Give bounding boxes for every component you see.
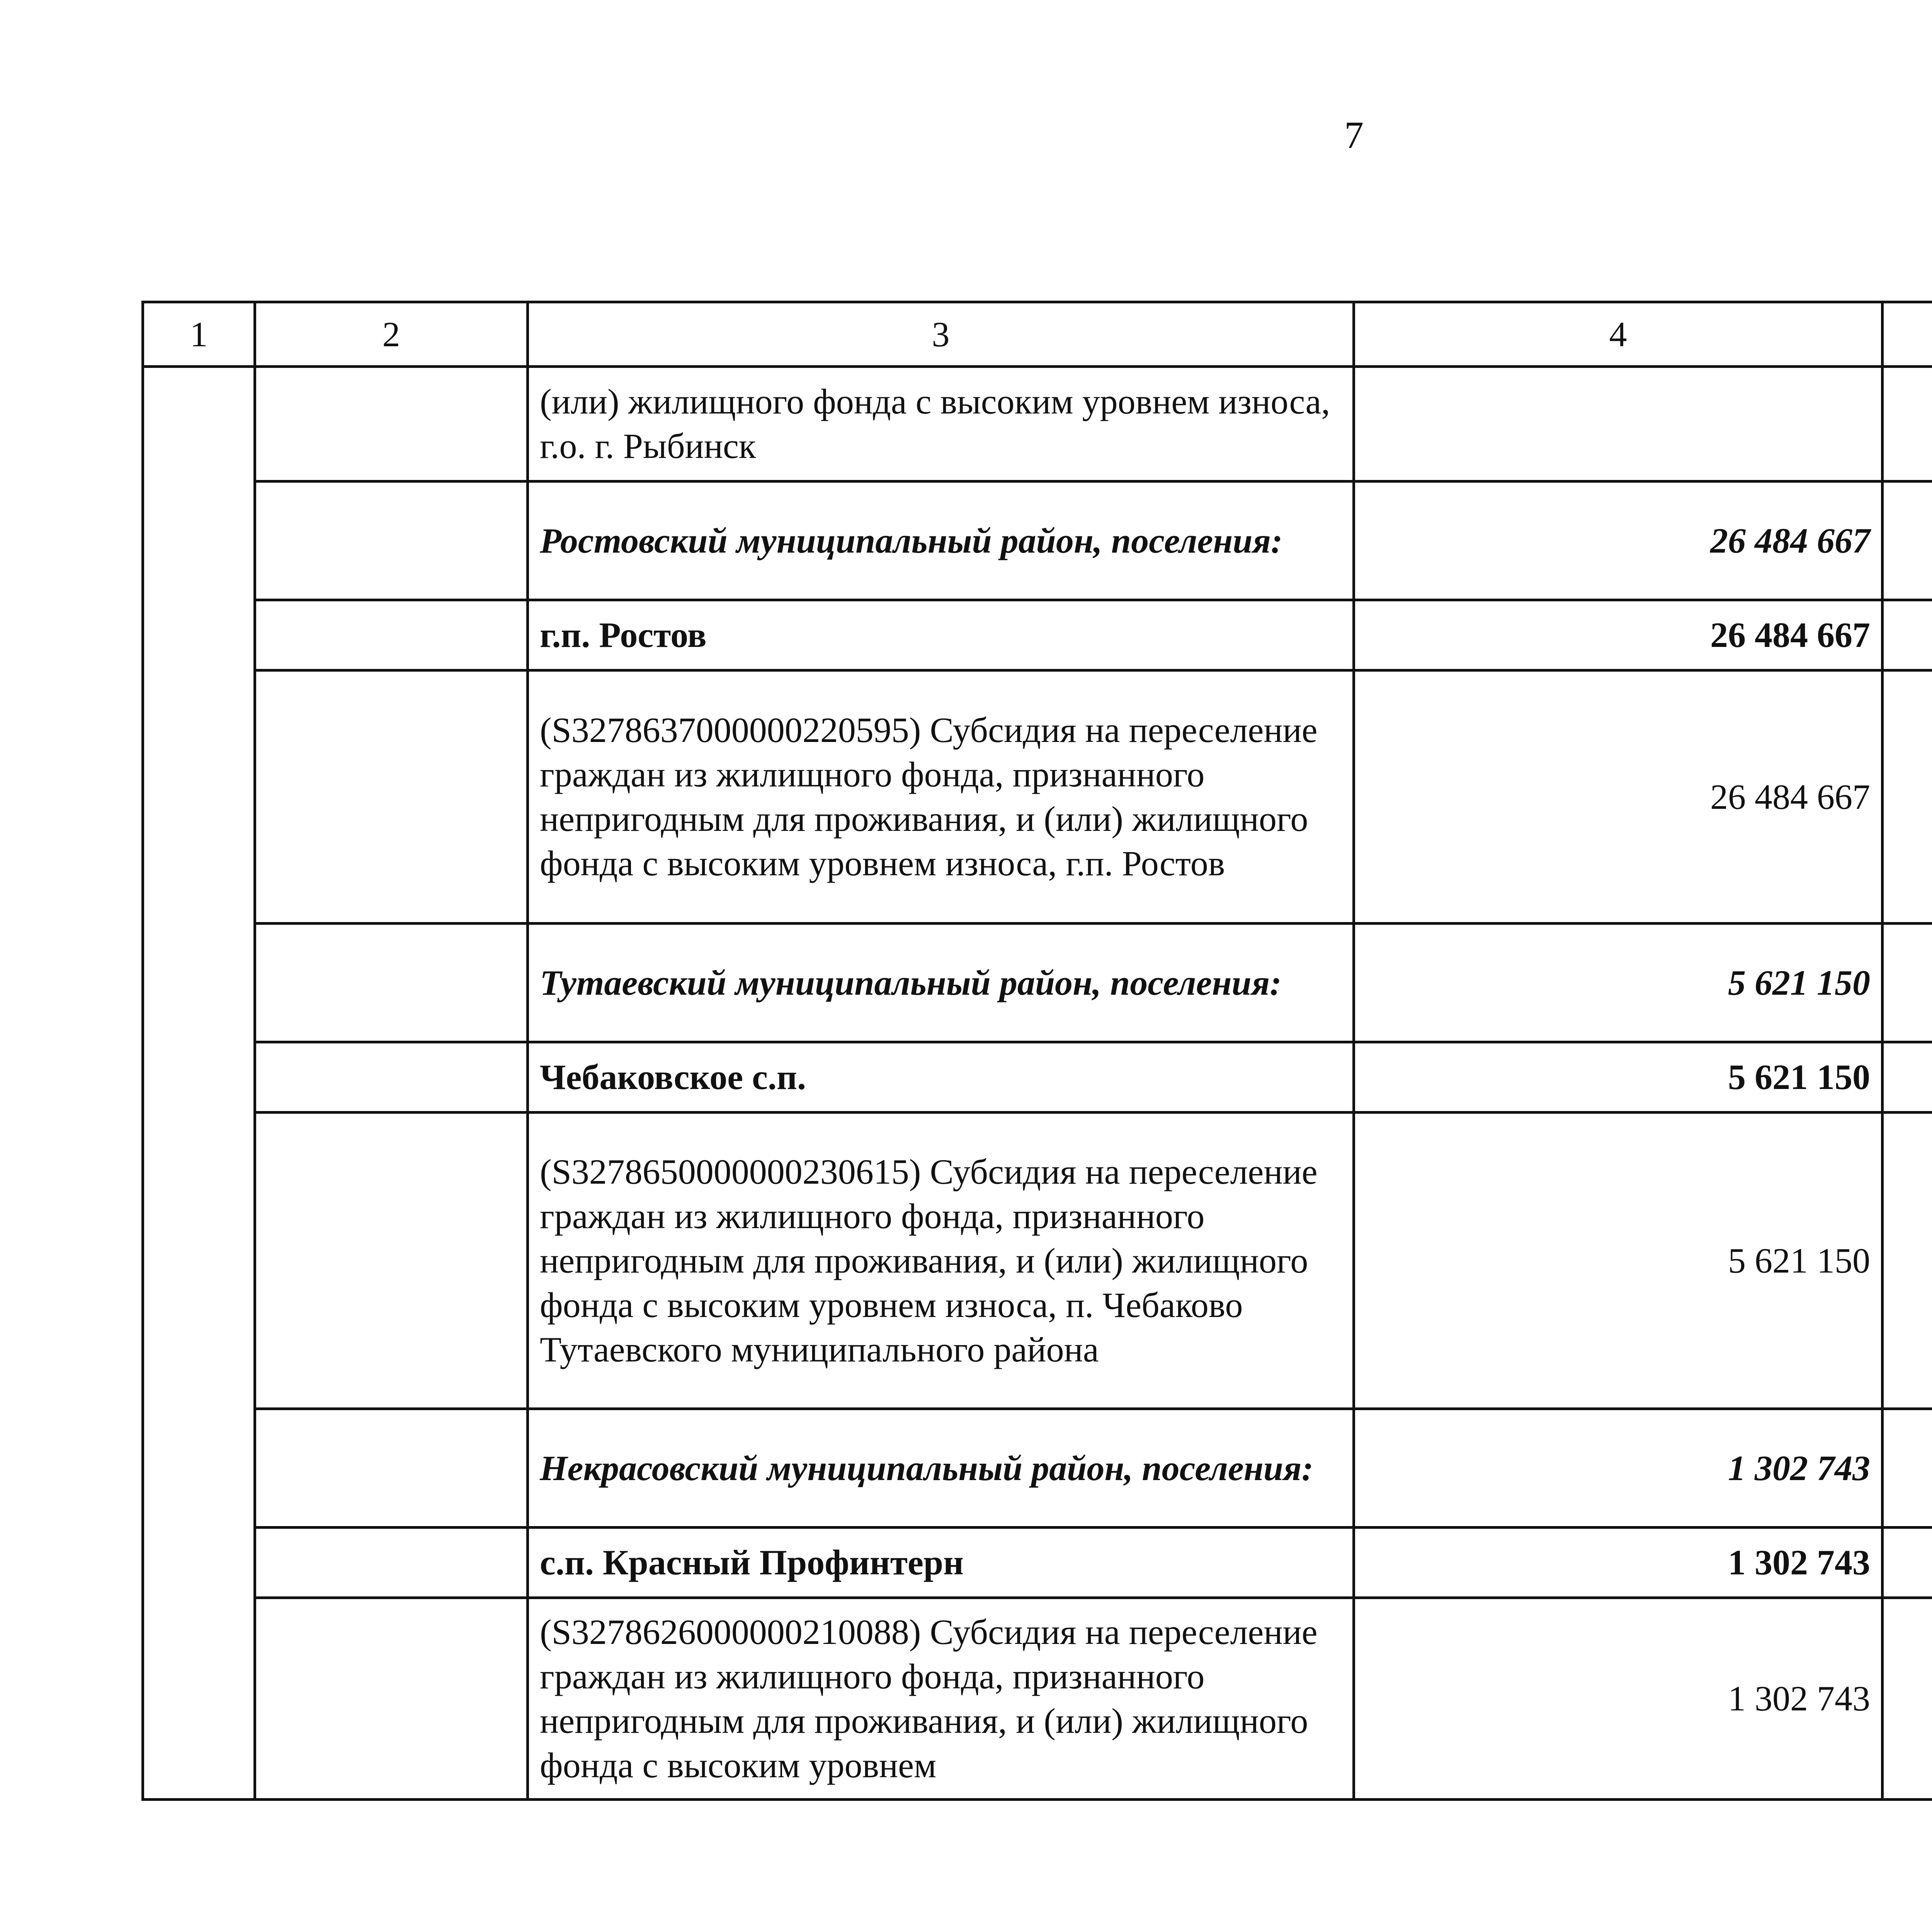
district-name: Тутаевский муниципальный район, поселения:	[528, 924, 1354, 1042]
table-row	[143, 1113, 1932, 1409]
district-name: Ростовский муниципальный район, поселения:	[528, 482, 1354, 600]
subsidy-description: (S327863700000022059​5) Субсидия на переселение граждан из жилищного фонда, признанного непригодным для проживания, и (или) жилищного фонда с высоким уровнем износа, г.п. Ростов	[528, 670, 1354, 924]
table-row	[143, 1409, 1932, 1528]
table-row	[143, 670, 1932, 924]
value-col-5	[1883, 924, 1932, 1042]
column-2-cell	[255, 1598, 528, 1800]
column-2-cell	[255, 600, 528, 670]
value-col-5	[1883, 600, 1932, 670]
subsidy-description: (S327865000000023061​5) Субсидия на переселение граждан из жилищного фонда, признанного непригодным для проживания, и (или) жилищного фонда с высоким уровнем износа, п. Чебаково Тутаевского муниципального района	[528, 1113, 1354, 1409]
value-col-4: 26 484 667	[1354, 482, 1883, 600]
column-header-1: 1	[143, 302, 255, 367]
budget-table	[141, 301, 1932, 1801]
value-col-4	[1354, 367, 1883, 482]
value-col-5	[1883, 482, 1932, 600]
value-col-4: 1 302 743	[1354, 1598, 1883, 1800]
table-row	[143, 1528, 1932, 1598]
row-description: (или) жилищного фонда с высоким уровнем износа, г.о. г. Рыбинск	[528, 367, 1354, 482]
value-col-5	[1883, 1598, 1932, 1800]
district-name: Некрасовский муниципальный район, поселения:	[528, 1409, 1354, 1528]
value-col-4: 5 621 150	[1354, 1042, 1883, 1113]
settlement-name: Чебаковское с.п.	[528, 1042, 1354, 1113]
table-row	[143, 367, 1932, 482]
column-header-2: 2	[255, 302, 528, 367]
settlement-name: г.п. Ростов	[528, 600, 1354, 670]
column-2-cell	[255, 482, 528, 600]
table-row	[143, 600, 1932, 670]
header-row	[143, 302, 1932, 367]
column-2-cell	[255, 670, 528, 924]
value-col-5	[1883, 670, 1932, 924]
value-col-5	[1883, 1528, 1932, 1598]
table-row	[143, 1598, 1932, 1800]
value-col-4: 26 484 667	[1354, 600, 1883, 670]
value-col-5	[1883, 1042, 1932, 1113]
value-col-4: 5 621 150	[1354, 924, 1883, 1042]
column-2-cell	[255, 924, 528, 1042]
column-2-cell	[255, 1528, 528, 1598]
subsidy-description: (S327862600000021008​8) Субсидия на переселение граждан из жилищного фонда, признанного непригодным для проживания, и (или) жилищного фонда с высоким уровнем	[528, 1598, 1354, 1800]
column-2-cell	[255, 1113, 528, 1409]
column-header-4: 4	[1354, 302, 1883, 367]
value-col-4: 26 484 667	[1354, 670, 1883, 924]
column-header-5	[1883, 302, 1932, 367]
value-col-5	[1883, 367, 1932, 482]
settlement-name: с.п. Красный Профинтерн	[528, 1528, 1354, 1598]
table-row	[143, 1042, 1932, 1113]
column-1-cell	[143, 367, 255, 1800]
table-row	[143, 482, 1932, 600]
value-col-4: 1 302 743	[1354, 1528, 1883, 1598]
value-col-4: 1 302 743	[1354, 1409, 1883, 1528]
table-row	[143, 924, 1932, 1042]
value-col-5	[1883, 1113, 1932, 1409]
column-2-cell	[255, 1042, 528, 1113]
column-2-cell	[255, 1409, 528, 1528]
column-header-3: 3	[528, 302, 1354, 367]
column-2-cell	[255, 367, 528, 482]
value-col-5	[1883, 1409, 1932, 1528]
page-number: 7	[1344, 114, 1364, 157]
value-col-4: 5 621 150	[1354, 1113, 1883, 1409]
